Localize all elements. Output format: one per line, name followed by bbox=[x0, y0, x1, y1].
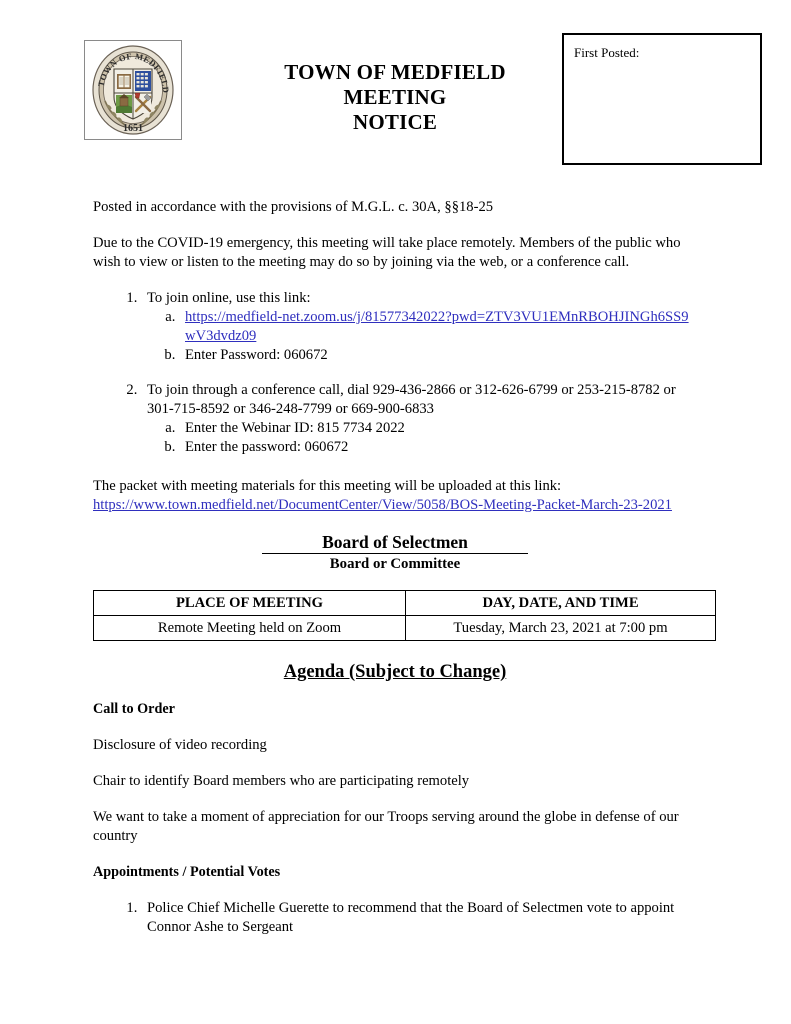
agenda-body bbox=[93, 700, 697, 937]
agenda-section-troops-appreciation: We want to take a moment of appreciation for our Troops serving around the globe in defense of our country bbox=[93, 809, 679, 844]
join-phone-list bbox=[93, 381, 697, 457]
list-item-zoom-link bbox=[179, 308, 697, 346]
join-phone-intro: To join through a conference call, dial 929-436-2866 or 312-626-6799 or 253-215-8782 or 301-715-8592 or 346-248-7799 or 669-900-6833 bbox=[147, 382, 676, 417]
list-item-phone-password: b. Enter the password: 060672 bbox=[179, 438, 697, 457]
first-posted-box bbox=[562, 33, 762, 165]
zoom-meeting-link[interactable]: https://medfield-net.zoom.us/j/81577342022?pwd=ZTV3VU1EMnRBOHJINGh6SS9wV3dvdz09 bbox=[185, 309, 689, 344]
seal-year-text: 1651 bbox=[123, 123, 143, 134]
meeting-details-table bbox=[93, 590, 716, 641]
page-title-line-3: NOTICE bbox=[352, 110, 438, 134]
board-name: Board of Selectmen bbox=[262, 532, 528, 554]
town-seal-icon bbox=[85, 41, 181, 139]
packet-link-paragraph bbox=[93, 496, 697, 515]
table-header-datetime: DAY, DATE, AND TIME bbox=[406, 591, 716, 616]
join-instructions-list bbox=[93, 289, 697, 365]
list-item-join-online bbox=[141, 289, 697, 365]
join-phone-sublist bbox=[147, 419, 697, 457]
page-title bbox=[200, 60, 590, 135]
table-header-place: PLACE OF MEETING bbox=[94, 591, 406, 616]
join-online-sublist bbox=[147, 308, 697, 365]
table-row bbox=[94, 616, 716, 641]
agenda-section-call-to-order: Call to Order bbox=[93, 701, 175, 717]
packet-intro: The packet with meeting materials for this meeting will be uploaded at this link: bbox=[93, 478, 562, 494]
document-body bbox=[93, 198, 697, 937]
list-item-webinar-id: a. Enter the Webinar ID: 815 7734 2022 bbox=[179, 419, 697, 438]
page-title-line-1: TOWN OF MEDFIELD bbox=[284, 60, 506, 84]
document-header bbox=[0, 0, 791, 185]
first-posted-label: First Posted: bbox=[574, 45, 640, 60]
svg-text:TOWN OF MEDFIELD: TOWN OF MEDFIELD bbox=[95, 50, 172, 94]
agenda-section-remote-identify: Chair to identify Board members who are participating remotely bbox=[93, 773, 470, 789]
posted-statement: Posted in accordance with the provisions of M.G.L. c. 30A, §§18-25 bbox=[93, 199, 494, 215]
list-item: 1. Police Chief Michelle Guerette to recommend that the Board of Selectmen vote to appoint Connor Ashe to Sergeant bbox=[141, 899, 697, 937]
table-cell-place: Remote Meeting held on Zoom bbox=[94, 616, 406, 641]
table-cell-datetime: Tuesday, March 23, 2021 at 7:00 pm bbox=[406, 616, 716, 641]
page-title-line-2: MEETING bbox=[343, 85, 447, 109]
board-name-caption: Board or Committee bbox=[329, 556, 461, 572]
agenda-items-list bbox=[93, 899, 697, 937]
agenda-section-disclosure: Disclosure of video recording bbox=[93, 737, 267, 753]
agenda-section-appointments: Appointments / Potential Votes bbox=[93, 864, 281, 880]
list-item-zoom-password: b. Enter Password: 060672 bbox=[179, 346, 697, 365]
covid-statement: Due to the COVID-19 emergency, this meeting will take place remotely. Members of the public who wish to view or listen to the meeting may do so by joining via the web, or a conference call. bbox=[93, 235, 681, 270]
list-item-join-phone bbox=[141, 381, 697, 457]
town-seal-image bbox=[84, 40, 182, 140]
board-name-block bbox=[93, 532, 697, 574]
table-header-row bbox=[94, 591, 716, 616]
agenda-title bbox=[93, 661, 697, 684]
agenda-title-text: Agenda (Subject to Change) bbox=[283, 662, 507, 682]
join-online-intro: To join online, use this link: bbox=[147, 290, 311, 306]
packet-link[interactable]: https://www.town.medfield.net/DocumentCenter/View/5058/BOS-Meeting-Packet-March-23-2021 bbox=[93, 497, 672, 513]
